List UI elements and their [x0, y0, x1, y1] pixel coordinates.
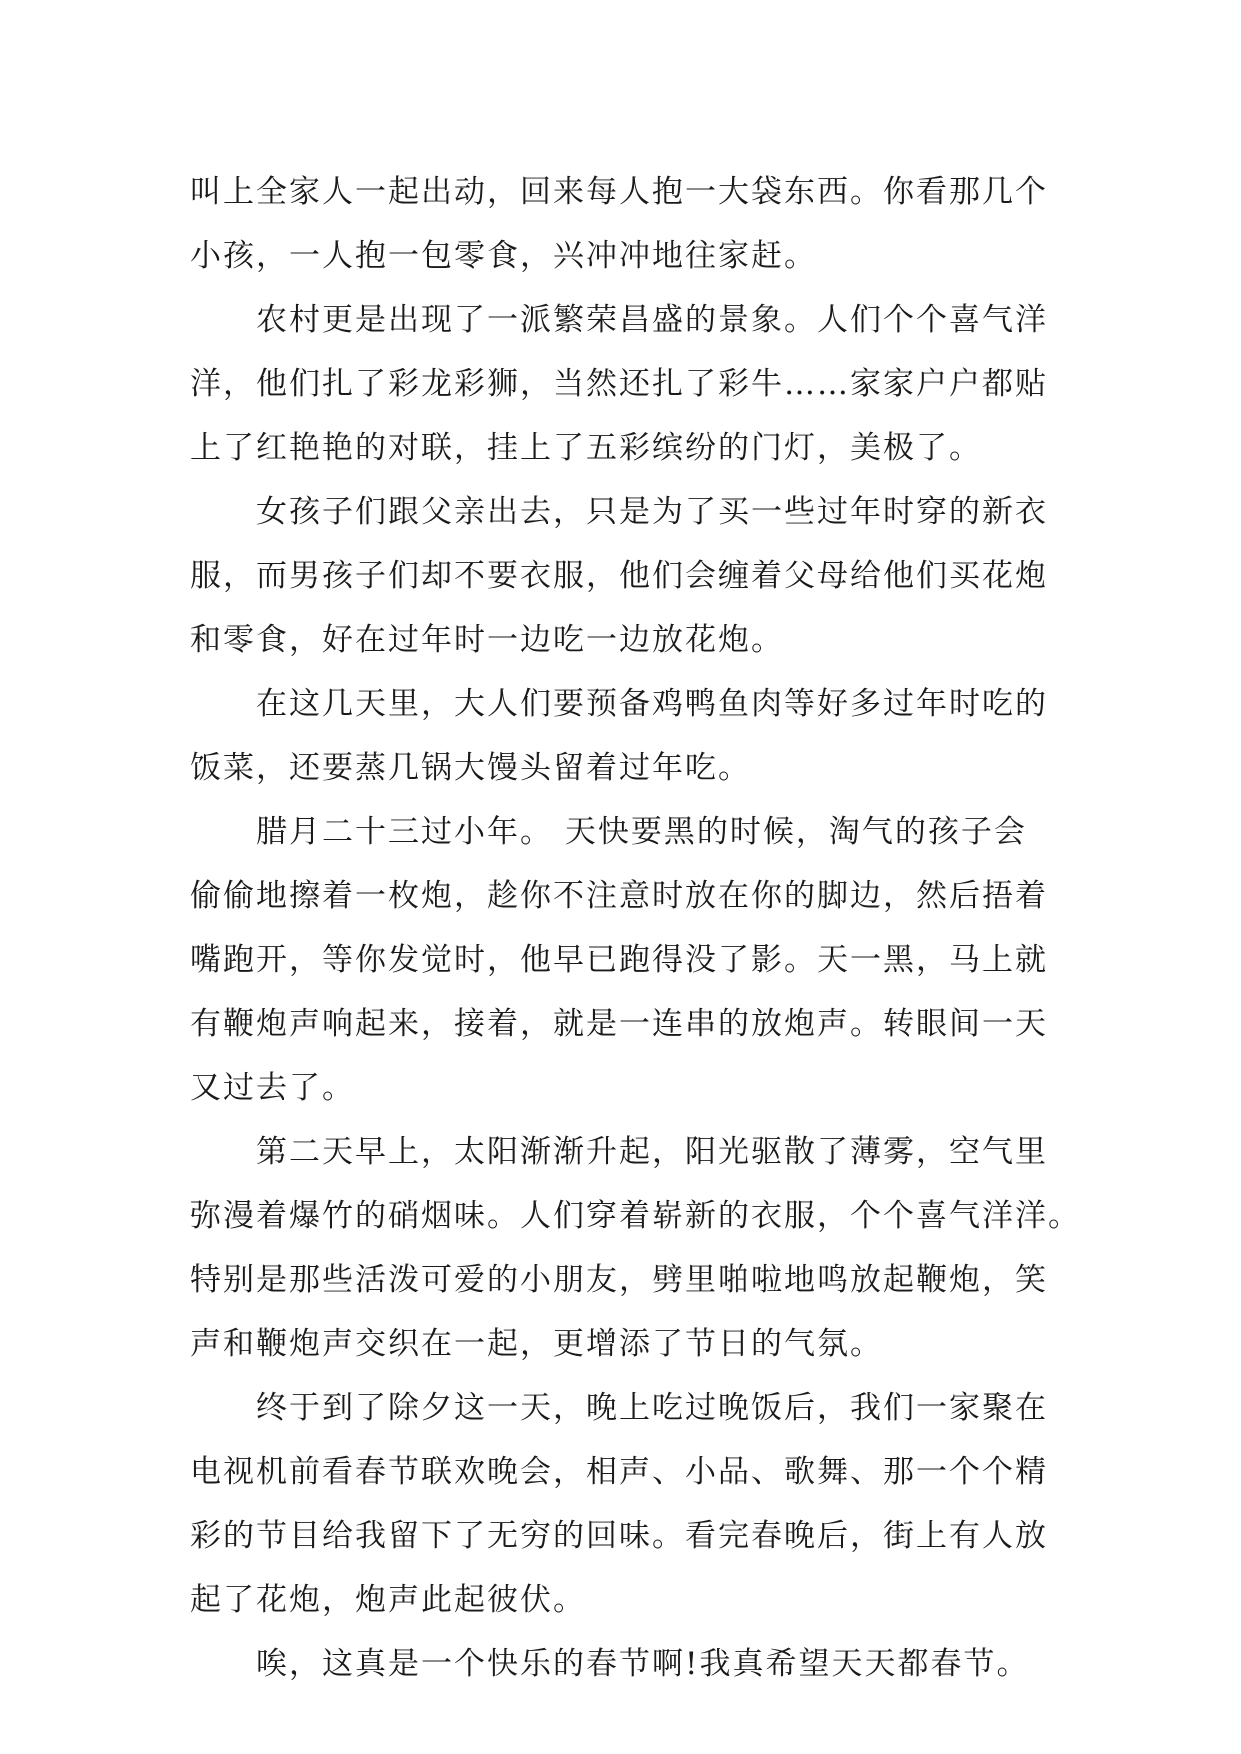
text-line: 有鞭炮声响起来，接着，就是一连串的放炮声。转眼间一天: [190, 1006, 1048, 1042]
text-line: 终于到了除夕这一天，晚上吃过晚饭后，我们一家聚在: [256, 1390, 1048, 1426]
text-line: 饭菜，还要蒸几锅大馒头留着过年吃。: [190, 750, 751, 786]
text-line: 偷偷地擦着一枚炮，趁你不注意时放在你的脚边，然后捂着: [190, 878, 1048, 914]
text-line: 唉，这真是一个快乐的春节啊!我真希望天天都春节。: [256, 1646, 1030, 1682]
text-line: 上了红艳艳的对联，挂上了五彩缤纷的门灯，美极了。: [190, 430, 982, 466]
paragraph: [190, 288, 1056, 480]
text-line: 服，而男孩子们却不要衣服，他们会缠着父母给他们买花炮: [190, 558, 1048, 594]
text-line: 起了花炮，炮声此起彼伏。: [190, 1582, 586, 1618]
paragraph: [190, 160, 1056, 288]
text-line: 农村更是出现了一派繁荣昌盛的景象。人们个个喜气洋: [256, 302, 1048, 338]
text-line: 弥漫着爆竹的硝烟味。人们穿着崭新的衣服，个个喜气洋洋。: [190, 1198, 1081, 1234]
text-line: 嘴跑开，等你发觉时，他早已跑得没了影。天一黑，马上就: [190, 942, 1048, 978]
paragraph: [190, 672, 1056, 800]
paragraph: [190, 800, 1056, 1120]
text-line: 叫上全家人一起出动，回来每人抱一大袋东西。你看那几个: [190, 174, 1048, 210]
text-line: 洋，他们扎了彩龙彩狮，当然还扎了彩牛……家家户户都贴: [190, 366, 1048, 402]
paragraph: [190, 480, 1056, 672]
text-line: 特别是那些活泼可爱的小朋友，劈里啪啦地鸣放起鞭炮，笑: [190, 1262, 1048, 1298]
paragraph: [190, 1632, 1056, 1696]
text-line: 第二天早上，太阳渐渐升起，阳光驱散了薄雾，空气里: [256, 1134, 1048, 1170]
text-line: 彩的节目给我留下了无穷的回味。看完春晚后，街上有人放: [190, 1518, 1048, 1554]
text-line: 在这几天里，大人们要预备鸡鸭鱼肉等好多过年时吃的: [256, 686, 1048, 722]
text-line: 又过去了。: [190, 1070, 355, 1106]
paragraph: [190, 1376, 1056, 1632]
text-line: 小孩，一人抱一包零食，兴冲冲地往家赶。: [190, 238, 817, 274]
document-page: [190, 160, 1081, 1696]
text-line: 声和鞭炮声交织在一起，更增添了节日的气氛。: [190, 1326, 883, 1362]
text-line: 腊月二十三过小年。 天快要黑的时候，淘气的孩子会: [256, 814, 1027, 850]
text-line: 女孩子们跟父亲出去，只是为了买一些过年时穿的新衣: [256, 494, 1048, 530]
text-line: 和零食，好在过年时一边吃一边放花炮。: [190, 622, 784, 658]
paragraph: [190, 1120, 1081, 1376]
text-line: 电视机前看春节联欢晚会，相声、小品、歌舞、那一个个精: [190, 1454, 1048, 1490]
